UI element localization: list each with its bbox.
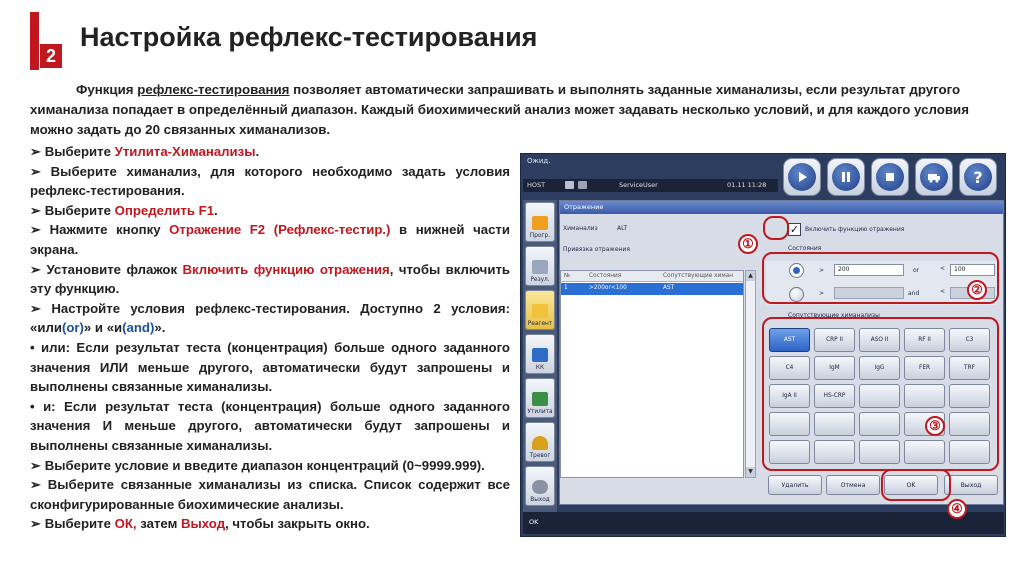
scroll-down-icon[interactable]: ▼ <box>746 467 755 477</box>
slide-title: Настройка рефлекс-тестирования <box>80 22 538 52</box>
test-iga[interactable]: IgA II <box>769 384 810 408</box>
highlight-ok <box>881 469 951 501</box>
pause-button[interactable] <box>827 158 865 196</box>
status-bar: OK <box>523 512 1004 534</box>
host-label: HOST <box>527 181 546 189</box>
sidebar-item-results[interactable]: Резул. <box>525 246 555 286</box>
pause-icon <box>832 163 860 191</box>
start-button[interactable] <box>783 158 821 196</box>
step-5: ➢ Установите флажок Включить функцию отражения, чтобы включить эту функцию. <box>30 261 511 297</box>
marker-4: ④ <box>947 499 967 519</box>
enable-reflex-checkbox[interactable]: ✓ <box>789 223 800 236</box>
analyzer-screenshot <box>520 153 1006 537</box>
table-scrollbar[interactable] <box>745 270 756 478</box>
cond2-op1: > <box>819 290 825 297</box>
slide-number: 2 <box>40 44 62 68</box>
help-button[interactable] <box>959 158 997 196</box>
cond1-value1-input[interactable]: 200 <box>834 264 904 276</box>
help-icon: ? <box>964 163 992 191</box>
test-fer[interactable]: FER <box>904 356 945 380</box>
sidebar-item-utility[interactable]: Утилита <box>525 378 555 418</box>
reagent-icon <box>532 304 548 318</box>
test-c4[interactable]: C4 <box>769 356 810 380</box>
datetime-label: 01.11 11:28 <box>727 181 767 189</box>
step-8: ➢ Выберите связанные химанализы из списка. Список содержит все сконфигурированные биохимические анализы. <box>30 477 510 512</box>
chem-label: Химанализ <box>563 225 598 232</box>
binding-label: Привязка отражения <box>563 246 630 253</box>
reflex-table <box>560 270 744 478</box>
test-igg[interactable]: IgG <box>859 356 900 380</box>
sidebar-item-reagent[interactable]: Реагент <box>525 290 555 330</box>
test-trf[interactable]: TRF <box>949 356 990 380</box>
cond2-join: and <box>908 290 920 297</box>
results-icon <box>532 260 548 274</box>
exit-button[interactable]: Выход <box>944 475 998 495</box>
conditions-label: Состояния <box>788 245 822 252</box>
stop-icon <box>876 163 904 191</box>
test-aso[interactable]: ASO II <box>859 328 900 352</box>
intro-underlined: рефлекс-тестирования <box>137 82 290 97</box>
test-igm[interactable]: IgM <box>814 356 855 380</box>
cond1-op2: < <box>940 265 946 272</box>
test-ast[interactable]: AST <box>769 328 810 352</box>
utility-icon <box>532 392 548 406</box>
table-header: № Состояния Сопутствующие химан <box>561 271 743 282</box>
program-icon <box>532 216 548 230</box>
step-7: ➢ Выберите условие и введите диапазон концентраций (0~9999.999). <box>30 457 485 473</box>
marker-3: ③ <box>925 416 945 436</box>
sidebar-item-qc[interactable]: КК <box>525 334 555 374</box>
highlight-tests <box>762 317 999 471</box>
steps-list <box>30 142 510 534</box>
test-c3[interactable]: C3 <box>949 328 990 352</box>
scroll-up-icon[interactable]: ▲ <box>746 271 755 281</box>
play-icon <box>788 163 816 191</box>
window-status-title: Ожид. <box>527 157 551 165</box>
computer-icon <box>565 181 574 189</box>
intro-paragraph <box>30 80 992 140</box>
cond2-op2: < <box>940 288 946 295</box>
emergency-button[interactable] <box>915 158 953 196</box>
cond1-op1: > <box>819 267 825 274</box>
enable-reflex-label: Включить функцию отражения <box>805 226 905 233</box>
step-2: ➢ Выберите химанализ, для которого необходимо задать условия рефлекс-тестирования. <box>30 163 510 199</box>
step-9: ➢ Выберите ОК, затем Выход, чтобы закрыть окно. <box>30 516 370 532</box>
step-6: ➢ Настройте условия рефлекс-тестирования. Доступно 2 условия: «или(or)» и «и(and)». <box>30 300 510 336</box>
sidebar-item-alarm[interactable]: Тревог <box>525 422 555 462</box>
related-tests-label: Сопутствующие химанализы <box>788 312 880 319</box>
table-row[interactable]: 1 >200or<100 AST <box>561 283 743 295</box>
dialog-header: Отражение <box>560 201 1003 214</box>
stop-button[interactable] <box>871 158 909 196</box>
cancel-button[interactable]: Отмена <box>826 475 880 495</box>
alarm-bell-icon <box>532 436 548 450</box>
delete-button[interactable]: Удалить <box>768 475 822 495</box>
step-3: ➢ Выберите Определить F1. <box>30 202 218 218</box>
exit-icon <box>532 480 548 494</box>
test-rf[interactable]: RF II <box>904 328 945 352</box>
test-hscrp[interactable]: HS-CRP <box>814 384 855 408</box>
step-1: ➢ Выберите Утилита-Химанализы. <box>30 144 260 159</box>
ok-button[interactable]: OK <box>884 475 938 495</box>
step-4: ➢ Нажмите кнопку Отражение F2 (Рефлекс-тестир.) в нижней части экрана. <box>30 222 510 257</box>
sidebar <box>523 200 557 514</box>
cond1-value2-input[interactable]: 100 <box>950 264 995 276</box>
highlight-checkbox <box>763 216 789 240</box>
cond1-join: or <box>913 267 920 274</box>
sidebar-item-exit[interactable]: Выход <box>525 466 555 506</box>
marker-2: ② <box>967 280 987 300</box>
chem-value: ALT <box>617 225 628 232</box>
test-crp[interactable]: CRP II <box>814 328 855 352</box>
step-or: • или: Если результат теста (концентрация) больше одного заданного значения ИЛИ меньше другого, автоматически будут запрошены и выполнены связанные химанализы. <box>30 339 510 395</box>
intro-part2: позволяет автоматически запрашивать и выполнять заданные химанализы, если результат другого химанализа попадает в определённый диапазон. Каждый биохимический анализ может задавать несколько условий, и для каждого условия можно задать до 20 связанных химанализов. <box>30 82 969 137</box>
step-and: • и: Если результат теста (концентрация) больше одного заданного значения И меньше другого, автоматически будут запрошены и выполнены связанные химанализы. <box>30 398 510 453</box>
ambulance-icon <box>920 163 948 191</box>
sidebar-item-program[interactable]: Прогр. <box>525 202 555 242</box>
qc-chart-icon <box>532 348 548 362</box>
marker-1: ① <box>738 234 758 254</box>
user-label: ServiceUser <box>619 181 658 189</box>
highlight-conditions <box>762 252 999 304</box>
host-bar <box>523 179 778 192</box>
printer-icon <box>578 181 587 189</box>
accent-bar <box>30 12 39 70</box>
intro-part1: Функция <box>76 82 138 97</box>
